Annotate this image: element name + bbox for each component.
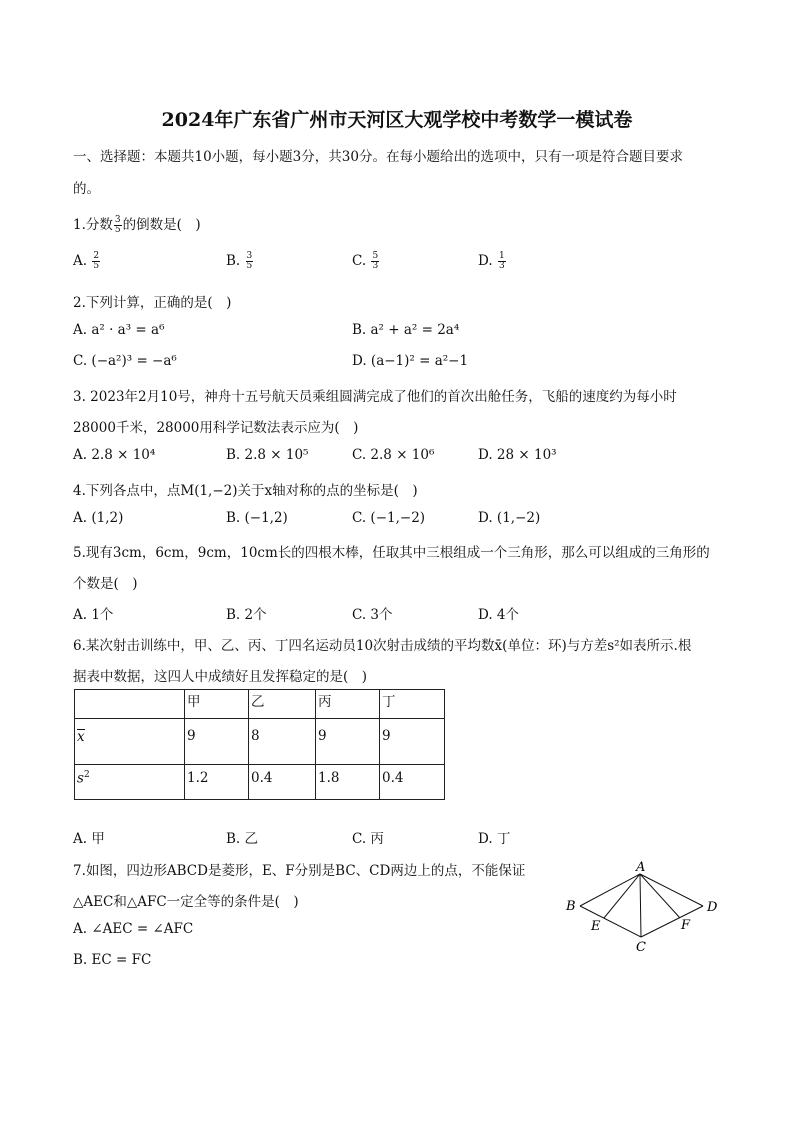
q1-option-a[interactable]: A. $\frac{2}{5}$ bbox=[73, 251, 100, 271]
segment-ac bbox=[640, 874, 641, 937]
q1-option-b[interactable]: B. $\frac{3}{5}$ bbox=[226, 251, 253, 271]
q4-stem: 4.下列各点中，点M(1,−2)关于x轴对称的点的坐标是( ) bbox=[73, 483, 418, 499]
q5-option-d[interactable]: D. 4个 bbox=[478, 607, 520, 623]
q3-stem-cont: 28000千米，28000用科学记数法表示应为( ) bbox=[73, 420, 359, 436]
q3-option-d[interactable]: D. 28 × 10³ bbox=[478, 447, 557, 463]
label-c: C bbox=[636, 940, 646, 955]
table-cell: 9 bbox=[185, 719, 249, 765]
edge-da bbox=[640, 874, 703, 906]
rhombus-figure bbox=[560, 855, 730, 960]
score-table bbox=[74, 689, 445, 800]
q1-option-c[interactable]: C. $\frac{5}{3}$ bbox=[352, 251, 379, 271]
q1-stem: 1.分数 $\frac{3}{5}$ 的倒数是( ) bbox=[73, 215, 201, 235]
table-row-mean bbox=[75, 719, 445, 765]
q2-option-b[interactable]: B. a² + a² = 2a⁴ bbox=[352, 322, 460, 338]
section-heading: 一、选择题：本题共10小题，每小题3分，共30分。在每小题给出的选项中，只有一项是符合题目要求 bbox=[73, 149, 683, 165]
table-header-yi: 乙 bbox=[249, 690, 316, 719]
label-d: D bbox=[707, 900, 718, 915]
row-label-mean: x bbox=[75, 719, 185, 765]
q2-stem: 2.下列计算，正确的是( ) bbox=[73, 295, 232, 311]
q7-stem-cont: △AEC和△AFC一定全等的条件是( ) bbox=[73, 894, 299, 910]
q4-option-a[interactable]: A. (1,2) bbox=[73, 510, 124, 526]
q4-option-c[interactable]: C. (−1,−2) bbox=[352, 510, 426, 526]
q3-stem: 3. 2023年2月10号，神舟十五号航天员乘组圆满完成了他们的首次出舱任务，飞船的速度约为每小时 bbox=[73, 389, 677, 405]
q7-option-b[interactable]: B. EC = FC bbox=[73, 952, 152, 968]
q3-option-b[interactable]: B. 2.8 × 10⁵ bbox=[226, 447, 309, 463]
table-header-ding: 丁 bbox=[380, 690, 445, 719]
label-b: B bbox=[566, 899, 576, 914]
q7-option-a[interactable]: A. ∠AEC = ∠AFC bbox=[73, 921, 194, 937]
label-a: A bbox=[636, 860, 646, 875]
q7-stem: 7.如图，四边形ABCD是菱形，E、F分别是BC、CD两边上的点，不能保证 bbox=[73, 863, 526, 879]
q6-option-a[interactable]: A. 甲 bbox=[73, 831, 105, 847]
table-cell: 9 bbox=[316, 719, 380, 765]
q6-option-b[interactable]: B. 乙 bbox=[226, 831, 259, 847]
section-heading-cont: 的。 bbox=[73, 181, 100, 197]
q3-option-a[interactable]: A. 2.8 × 10⁴ bbox=[73, 447, 156, 463]
table-header-bing: 丙 bbox=[316, 690, 380, 719]
segment-af bbox=[640, 874, 680, 918]
q6-option-d[interactable]: D. 丁 bbox=[478, 831, 511, 847]
table-row-variance bbox=[75, 765, 445, 800]
page-title: 2024年广东省广州市天河区大观学校中考数学一模试卷 bbox=[161, 109, 633, 131]
label-f: F bbox=[681, 918, 691, 933]
table-header-row bbox=[75, 690, 445, 719]
q5-option-b[interactable]: B. 2个 bbox=[226, 607, 267, 623]
q4-option-d[interactable]: D. (1,−2) bbox=[478, 510, 541, 526]
q2-option-d[interactable]: D. (a−1)² = a²−1 bbox=[352, 353, 469, 369]
q3-option-c[interactable]: C. 2.8 × 10⁶ bbox=[352, 447, 435, 463]
table-cell: 0.4 bbox=[380, 765, 445, 800]
table-cell: 1.2 bbox=[185, 765, 249, 800]
q5-stem: 5.现有3cm，6cm，9cm，10cm长的四根木棒，任取其中三根组成一个三角形，那么可以组成的三角形的 bbox=[73, 545, 710, 561]
edge-ab bbox=[580, 874, 640, 906]
q5-option-a[interactable]: A. 1个 bbox=[73, 607, 114, 623]
q6-stem: 6.某次射击训练中，甲、乙、丙、丁四名运动员10次射击成绩的平均数x̄(单位：环)与方差s²如表所示.根 bbox=[73, 638, 692, 654]
table-cell: 1.8 bbox=[316, 765, 380, 800]
q1-option-d[interactable]: D. $\frac{1}{3}$ bbox=[478, 251, 505, 271]
table-cell: 8 bbox=[249, 719, 316, 765]
edge-cd bbox=[641, 906, 703, 937]
q2-option-a[interactable]: A. a² · a³ = a⁶ bbox=[73, 322, 165, 338]
q5-stem-cont: 个数是( ) bbox=[73, 576, 138, 592]
q6-stem-cont: 据表中数据，这四人中成绩好且发挥稳定的是( ) bbox=[73, 669, 368, 685]
row-label-variance: $s^2$ bbox=[75, 765, 185, 800]
q2-option-c[interactable]: C. (−a²)³ = −a⁶ bbox=[73, 353, 177, 369]
q1-fraction: $\frac{3}{5}$ bbox=[114, 215, 121, 235]
q6-option-c[interactable]: C. 丙 bbox=[352, 831, 384, 847]
table-header-jia: 甲 bbox=[185, 690, 249, 719]
table-cell bbox=[75, 690, 185, 719]
table-cell: 0.4 bbox=[249, 765, 316, 800]
segment-ae bbox=[604, 874, 640, 918]
label-e: E bbox=[591, 919, 601, 934]
q5-option-c[interactable]: C. 3个 bbox=[352, 607, 393, 623]
table-cell: 9 bbox=[380, 719, 445, 765]
q4-option-b[interactable]: B. (−1,2) bbox=[226, 510, 288, 526]
